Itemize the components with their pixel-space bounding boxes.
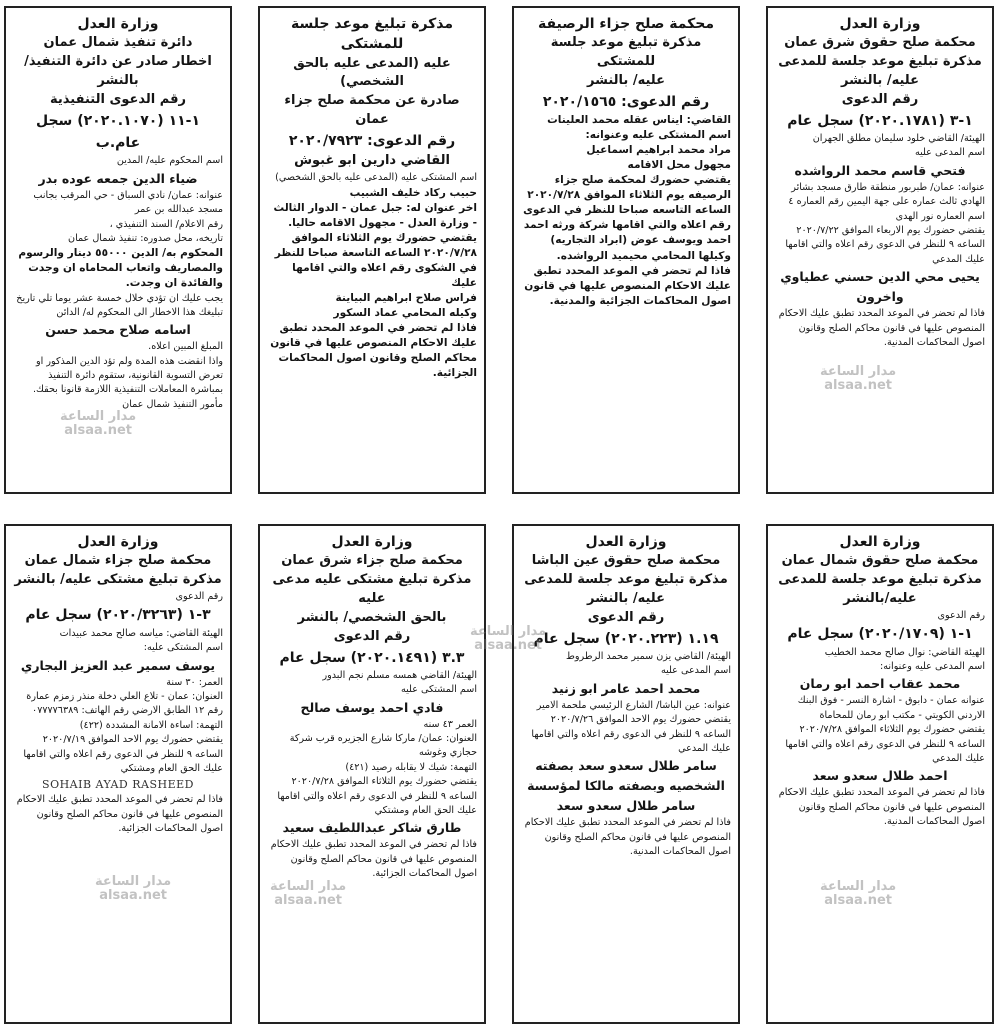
- notice-line: اخر عنوان له: جبل عمان - الدوار الثالث - وزارة العدل - مجهول الاقامه حاليا.: [273, 201, 477, 229]
- notice-subheading: مذكرة تبليغ موعد جلسة للمدعى عليه/ بالنشر: [524, 572, 728, 606]
- notice-subheading: محكمة صلح حقوق شرق عمان: [784, 35, 976, 51]
- notice-line: الهيئة/ القاضي همسه مسلم نجم البدور: [322, 669, 477, 681]
- notice-line: الهيئة القاضي: مياسه صالح محمد عبيدات: [59, 627, 223, 639]
- notice-line: مأمور التنفيذ شمال عمان: [122, 398, 223, 410]
- notice-line: فاذا لم تحضر في الموعد المحدد تطبق عليك الاحكام المنصوص عليها في قانون محاكم الصلح وقانون اصول المحاكمات الجزائية.: [16, 794, 223, 835]
- signature-text: SOHAIB AYAD RASHEED: [42, 778, 194, 792]
- watermark-url: alsaa.net: [824, 378, 892, 394]
- notice-line: الهيئة/ القاضي يزن سمير محمد الرطروط: [566, 651, 731, 663]
- notice-subheading: بالحق الشخصي/ بالنشر: [297, 609, 447, 625]
- notice-line: واذا انقضت هذه المدة ولم تؤد الدين المذكور او تعرض التسوية القانونية، ستقوم دائرة التنفيذ بمباشرة المعاملات التنفيذية اللازمة قانونا بحقك.: [32, 355, 223, 396]
- notice-line: مراد محمد ابراهيم اسماعيل: [586, 144, 731, 157]
- party-name: يوسف سمير عبد العزيز البجاري: [20, 657, 216, 673]
- watermark-url: alsaa.net: [474, 638, 542, 654]
- notice-heading: وزارة العدل: [585, 534, 667, 550]
- notice-line: القاضي: ايناس عقله محمد العلينات: [547, 114, 731, 127]
- notice-text: [521, 532, 731, 860]
- notice-subheading: محكمة صلح حقوق شمال عمان: [781, 553, 979, 569]
- notice-text: [521, 14, 731, 309]
- notice-line: رقم الدعوى: [175, 590, 223, 602]
- row-divider: [0, 502, 1000, 516]
- notice-line: اسم المدعى عليه: [660, 665, 731, 677]
- case-number: رقم الدعوى: ٢٠٢٠/١٥٦٥: [542, 93, 710, 110]
- notice-subheading: مذكرة تبليغ موعد جلسة للمشتكى: [550, 35, 702, 70]
- notice-heading: وزارة العدل: [839, 534, 921, 550]
- notice-line: العمر: ٣٠ سنة: [166, 676, 223, 688]
- case-number: ٣.٣ (٢٠٢٠.١٤٩١) سجل عام: [279, 649, 465, 666]
- notice-north-amman-criminal-court: [4, 524, 232, 1024]
- watermark-text: مدار الساعة: [820, 364, 897, 379]
- notice-line: يقتضي حضورك يوم الاحد الموافق ٢٠٢٠/٧/١٩ الساعه ٩ للنظر في الدعوى رقم اعلاه والتي اقامها عليك الحق العام ومشتكي: [23, 734, 223, 774]
- watermark-text: مدار الساعة: [470, 624, 547, 639]
- notice-text: [775, 14, 985, 350]
- notice-subheading: رقم الدعوى التنفيذية: [50, 91, 186, 107]
- notice-subheading: محكمة صلح حقوق عين الباشا: [531, 553, 721, 569]
- notice-ain-albasha-civil-court: [512, 524, 740, 1024]
- notice-text: [267, 532, 477, 882]
- party-name: فتحي قاسم محمد الرواشده: [794, 162, 966, 178]
- notice-north-amman-execution: [4, 6, 232, 494]
- notice-subheading: القاضي دارين ابو غبوش: [294, 153, 450, 169]
- notice-subheading: عليه/ بالنشر: [587, 72, 665, 88]
- party-name: ضياء الدين جمعه عوده بدر: [38, 170, 198, 186]
- party-name: احمد طلال سعدو سعد: [812, 768, 948, 784]
- notice-heading: وزارة العدل: [77, 16, 159, 32]
- notice-line: فاذا لم تحضر في الموعد المحدد تطبق عليك الاحكام المنصوص عليها في قانون محاكم الصلح وقانون اصول المحاكمات الجزائية.: [270, 839, 477, 880]
- watermark-url: alsaa.net: [274, 893, 342, 909]
- notice-line: فاذا لم تحضر في الموعد المحدد تطبق عليك الاحكام المنصوص عليها في قانون محاكم الصلح وقانون اصول المحاكمات الجزائية.: [270, 321, 477, 379]
- case-number: رقم الدعوى: ٢٠٢٠/٧٩٢٣: [288, 132, 456, 149]
- notice-text: [13, 532, 223, 836]
- notice-line: عنوانه عمان - دابوق - اشارة النسر - فوق البنك الاردني الكويتي - مكتب ابو رمان للمحاماة: [797, 695, 985, 721]
- notice-line: الهيئة القاضي: نوال صالح محمد الخطيب: [824, 646, 985, 658]
- notice-line: يقتضي حضورك يوم الاربعاء الموافق ٢٠٢٠/٧/٢٢ الساعه ٩ للنظر في الدعوى رقم اعلاه والتي اقامها عليك المدعي: [785, 225, 985, 265]
- notice-amman-criminal-court: [258, 6, 486, 494]
- party-name: يحيى محي الدين حسني عطياوي واخرون: [780, 269, 980, 305]
- notice-line: يجب عليك ان تؤدي خلال خمسة عشر يوما تلي تاريخ تبليغك هذا الاخطار الى المحكوم له/ الدائن: [16, 292, 223, 318]
- notice-line: عنوانه: عمان/ نادي السباق - حي المرقب بجانب مسجد عبدالله بن عمر: [33, 189, 223, 216]
- notice-subheading: محكمة صلح جزاء شرق عمان: [281, 553, 463, 569]
- notice-text: [775, 532, 985, 830]
- watermark-url: alsaa.net: [99, 888, 167, 904]
- party-name: محمد عقاب احمد ابو رمان: [799, 676, 961, 692]
- notice-line: فاذا لم تحضر في الموعد المحدد تطبق عليك الاحكام المنصوص عليها في قانون محاكم الصلح وقانون اصول المحاكمات المدنية.: [778, 787, 985, 828]
- notice-subheading: عليه (المدعى عليه بالحق الشخصي): [293, 55, 451, 90]
- notice-line: رقم الدعوى: [937, 609, 985, 621]
- party-name: محمد احمد عامر ابو زنيد: [551, 680, 701, 696]
- notice-line: اسم المشتكى عليه وعنوانه:: [585, 129, 731, 142]
- notice-line: العمر ٤٣ سنه: [423, 718, 477, 730]
- party-name: اسامه صلاح محمد حسن: [45, 322, 191, 338]
- notice-line: يقتضي حضورك لمحكمة صلح جزاء الرصيفه يوم الثلاثاء الموافق ٢٠٢٠/٧/٢٨ الساعه التاسعه صباحا للنظر في الدعوى رقم اعلاه والتي اقامها شركة ورثه احمد احمد ويوسف عوض (ابراد التجاريه) وكيلها المحامي محيميد الرواشده.: [523, 174, 731, 262]
- watermark-text: مدار الساعة: [95, 874, 172, 889]
- notice-subheading: محكمة صلح جزاء شمال عمان: [24, 553, 212, 569]
- notice-russeifa-criminal-court: [512, 6, 740, 494]
- party-name: فادي احمد يوسف صالح: [300, 699, 444, 715]
- notice-line: فاذا لم تحضر في الموعد المحدد تطبق عليك الاحكام المنصوص عليها في قانون محاكم الصلح وقانون اصول المحاكمات المدنية.: [524, 817, 731, 858]
- case-number: ٣-١ (٢٠٢٠/٣٢٦٣) سجل عام: [25, 607, 211, 624]
- notice-line: عنوانه: عمان/ طبربور منطقة طارق مسجد بشائر الهادي ثالث عماره على جهة اليمين رقم العماره ٤ اسم العماره نور الهدى: [788, 181, 985, 222]
- notice-line: العنوان: عمان/ ماركا شارع الجزيره قرب شركة حجازي وغوشه: [289, 733, 477, 759]
- notice-line: اسم المحكوم عليه/ المدين: [116, 155, 223, 167]
- case-number: ١-١ (٢٠٢٠/١٧٠٩) سجل عام: [787, 626, 973, 643]
- notice-line: يقتضي حضورك يوم الثلاثاء الموافق ٢٠٢٠/٧/٢٨ الساعه التاسعة صباحا للنظر في الشكوى رقم اعلاه والتي اقامها عليك: [274, 231, 477, 289]
- case-number: ١-١١ (٢٠٢٠.١٠٧٠) سجل عام.ب: [35, 112, 201, 152]
- notice-subheading: دائرة تنفيذ شمال عمان: [43, 35, 193, 51]
- notice-subheading: مذكرة تبليغ موعد جلسة للمدعى: [778, 572, 982, 588]
- bottom-row: [0, 518, 1000, 1030]
- notice-heading: محكمة صلح جزاء الرصيفة: [537, 16, 715, 32]
- notice-line: العنوان: عمان - تلاع العلي دخلة منذر زمزم عمارة رقم ١٢ الطابق الارضي رقم الهاتف: ٠٧٧٧٧٦٣٨٩: [26, 690, 223, 717]
- notice-north-amman-civil-court: [766, 524, 994, 1024]
- notice-line: يقتضي حضورك يوم الثلاثاء الموافق ٢٠٢٠/٧/٢٨ الساعه ٩ للنظر في الدعوى رقم اعلاه والتي اقامها عليك الحق العام ومشتكي: [277, 776, 477, 817]
- watermark-text: مدار الساعة: [270, 879, 347, 894]
- notice-subheading: مذكرة تبليغ مشتكى عليه مدعى عليه: [272, 572, 472, 606]
- notice-heading: وزارة العدل: [839, 16, 921, 32]
- watermark-url: alsaa.net: [824, 893, 892, 909]
- notice-heading: وزارة العدل: [331, 534, 413, 550]
- notice-line: التهمة: اساءة الامانة المشددة (٤٢٢): [79, 719, 223, 731]
- party-name: سامر طلال سعدو سعد بصفته الشخصيه وبصفته مالكا لمؤسسة سامر طلال سعدو سعد: [527, 758, 725, 814]
- notice-east-amman-civil-court: [766, 6, 994, 494]
- notice-line: فاذا لم تحضر في الموعد المحدد تطبق عليك الاحكام المنصوص عليها في قانون اصول المحاكمات الجزائية والمدنية.: [524, 264, 731, 307]
- notice-line: المبلغ المبين اعلاه.: [148, 341, 223, 353]
- notice-line: اسم المشتكى عليه (المدعى عليه بالحق الشخصي): [275, 172, 477, 184]
- notice-subheading: عليه/بالنشر: [843, 590, 917, 606]
- notice-line: يقتضي حضورك يوم الاحد الموافق ٢٠٢٠/٧/٢٦ الساعه ٩ للنظر في الدعوى رقم اعلاه والتي اقامها عليك المدعي: [531, 714, 731, 755]
- notice-subheading: عليه/ بالنشر: [841, 72, 919, 88]
- notice-subheading: مذكرة تبليغ موعد جلسة للمدعى: [778, 54, 982, 70]
- notice-line: اسم المدعى عليه: [914, 147, 985, 159]
- notice-heading: مذكرة تبليغ موعد جلسة للمشتكى: [290, 16, 454, 53]
- notice-line: حبيب ركاد خليف الشبيب: [349, 186, 477, 199]
- watermark-text: مدار الساعة: [820, 879, 897, 894]
- case-number: ١-٣ (٢٠٢٠.١٧٨١) سجل عام: [787, 112, 973, 129]
- notice-line: الهيئة/ القاضي خلود سليمان مطلق الجهران: [812, 133, 985, 145]
- notice-line: اسم المشتكى عليه:: [143, 642, 223, 654]
- notice-line: تاريخه، محل صدوره: تنفيذ شمال عمان: [68, 233, 223, 245]
- notice-line: مجهول محل الاقامه: [627, 159, 731, 172]
- case-number: ١.١٩ (٢٠٢٠.٢٢٣) سجل عام: [533, 630, 719, 647]
- watermark-text: مدار الساعة: [60, 409, 137, 424]
- notice-subheading: رقم الدعوى: [587, 609, 665, 625]
- notice-heading: وزارة العدل: [77, 534, 159, 550]
- notice-subheading: اخطار صادر عن دائرة التنفيذ/ بالنشر: [24, 54, 212, 88]
- notice-line: التهمة: شيك لا يقابله رصيد (٤٢١): [345, 761, 477, 773]
- notice-subheading: مذكرة تبليغ مشتكى عليه/ بالنشر: [14, 572, 222, 588]
- notice-line: فراس صلاح ابراهيم البياينة: [335, 291, 477, 304]
- notice-line: رقم الاعلام/ السند التنفيذي ،: [109, 218, 223, 230]
- notice-subheading: رقم الدعوى: [333, 628, 411, 644]
- notice-line: المحكوم به/ الدين ٥٥٠٠٠ دينار والرسوم والمصاريف واتعاب المحاماه ان وجدت والفائدة ان وجدت.: [18, 247, 223, 290]
- notice-text: [13, 14, 223, 412]
- notice-line: اسم المدعى عليه وعنوانه:: [880, 661, 985, 672]
- top-row: [0, 0, 1000, 500]
- notice-line: فاذا لم تحضر في الموعد المحدد تطبق عليك الاحكام المنصوص عليها في قانون محاكم الصلح وقانون اصول المحاكمات المدنية.: [778, 308, 985, 348]
- notice-line: وكيله المحامي عماد السكور: [333, 306, 477, 319]
- notice-line: يقتضي حضورك يوم الثلاثاء الموافق ٢٠٢٠/٧/٢٨ الساعه ٩ للنظر في الدعوى رقم اعلاه والتي اقامها عليك المدعي: [785, 724, 985, 764]
- notice-line: اسم المشتكى عليه: [400, 684, 477, 696]
- notice-subheading: رقم الدعوى: [841, 91, 919, 107]
- notice-text: [267, 14, 477, 381]
- notice-east-amman-criminal-court: [258, 524, 486, 1024]
- notice-subheading: صادرة عن محكمة صلح جزاء عمان: [284, 93, 460, 128]
- party-name: طارق شاكر عبداللطيف سعيد: [282, 820, 462, 836]
- watermark-url: alsaa.net: [64, 423, 132, 439]
- notice-line: عنوانه: عين الباشا/ الشارع الرئيسي ملحمة الامير: [536, 699, 731, 711]
